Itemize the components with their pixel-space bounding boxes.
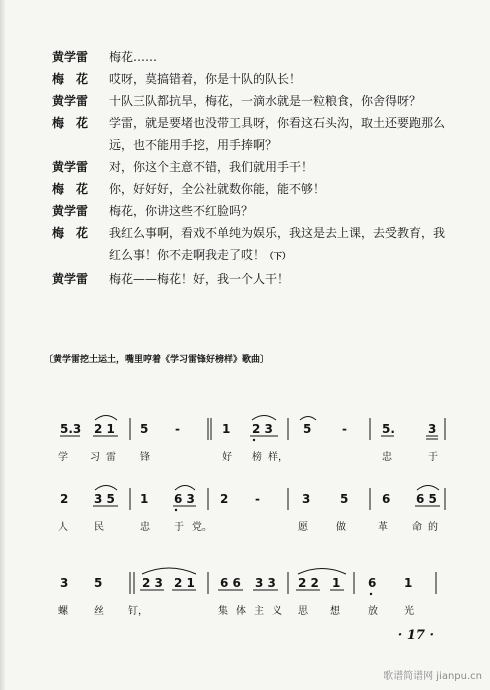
- speaker-name: 黄学雷: [52, 160, 89, 174]
- lyric: 好: [222, 452, 232, 463]
- speech-text: 十队三队都抗旱，梅花，一滴水就是一粒粮食，你舍得呀？: [109, 94, 422, 108]
- speech-text: 我红么事啊，看戏不单纯为娱乐，我这是去上课，去受教育，我红么事！你不走啊我走了哎！: [109, 226, 446, 262]
- speech-text: 对，你这个主意不错，我们就用手干！: [109, 160, 314, 174]
- lyric: 命: [412, 522, 422, 533]
- octave-dot: [253, 439, 255, 441]
- lyric: 锋: [140, 452, 150, 463]
- slur: [300, 417, 316, 421]
- lyric: 忠: [382, 452, 392, 463]
- slur: [175, 486, 195, 491]
- lyric: 体: [236, 606, 246, 617]
- note: 5: [140, 422, 149, 436]
- note: 2 3: [252, 422, 273, 436]
- lyric: 思: [298, 606, 308, 617]
- lyric: 党。: [192, 522, 212, 533]
- note: 2: [60, 492, 69, 506]
- speech-text: 哎呀，莫搞错着，你是十队的队长！: [109, 72, 302, 86]
- lyric: 学: [58, 452, 68, 463]
- lyric: 义: [272, 606, 282, 617]
- octave-dot: [175, 509, 177, 511]
- lyric: 样，: [268, 452, 288, 463]
- lyric: 愿: [298, 522, 308, 533]
- octave-dot: [370, 593, 372, 595]
- lyric: 丝: [94, 606, 104, 617]
- speaker-name: 黄学雷: [52, 204, 89, 218]
- note: 5: [303, 422, 312, 436]
- note: 2 3: [142, 576, 163, 590]
- lyric: 光: [404, 606, 414, 617]
- speaker-name: 梅 花: [52, 116, 89, 130]
- note: 2 2: [298, 576, 319, 590]
- speech-text: 你，好好好，全公社就数你能，能不够！: [109, 182, 326, 196]
- note: 1: [404, 576, 413, 590]
- speaker-name: 梅 花: [52, 182, 89, 196]
- lyric: 集: [218, 606, 228, 617]
- lyric: 民: [94, 522, 104, 533]
- lyric: 做: [336, 522, 346, 533]
- speech-text: 梅花……: [109, 50, 158, 64]
- note: 3 3: [255, 576, 276, 590]
- slur: [417, 486, 439, 491]
- note: -: [342, 422, 347, 436]
- page-number: · 17 ·: [397, 628, 434, 643]
- lyric: 人: [58, 522, 68, 533]
- note: 6 6: [220, 576, 241, 590]
- lyric: 革: [378, 522, 388, 533]
- note: 5: [340, 492, 349, 506]
- note: 1: [222, 422, 231, 436]
- note: 1: [140, 492, 149, 506]
- slur: [252, 416, 276, 421]
- speech-text: 梅花，你讲这些不红脸吗？: [109, 204, 254, 218]
- watermark-text: 歌谱简谱网 jianpu.cn: [383, 671, 482, 682]
- note: 5.3: [60, 422, 82, 436]
- lyric: 的: [428, 522, 438, 533]
- lyric: 螺: [58, 606, 68, 617]
- slur: [95, 416, 117, 421]
- note: 6: [368, 576, 377, 590]
- lyric: 主: [254, 606, 264, 617]
- speaker-name: 黄学雷: [52, 94, 89, 108]
- note: 3: [302, 492, 311, 506]
- note: 6 5: [416, 492, 437, 506]
- note: 2: [220, 492, 229, 506]
- speaker-name: 梅 花: [52, 226, 89, 240]
- lyric: 忠: [140, 522, 150, 533]
- stage-direction: （下）: [265, 252, 291, 262]
- speaker-name: 梅 花: [52, 72, 89, 86]
- speech-text: 梅花——梅花！好，我一个人干！: [109, 272, 290, 286]
- lyric: 钉，: [128, 606, 148, 617]
- note: 2 1: [174, 576, 195, 590]
- lyric: 于: [174, 522, 184, 533]
- note: 1: [332, 576, 341, 590]
- note: -: [175, 422, 180, 436]
- speech-text: 学雷，就是要堵也没带工具呀，你看这石头沟，取土还要跑那么远，也不能用手挖，用手捧啊？: [109, 116, 446, 152]
- note: 2 1: [94, 422, 115, 436]
- lyric: 习: [90, 452, 100, 463]
- song-stage-direction: 〔黄学雷挖土运土，嘴里哼着《学习雷锋好榜样》歌曲〕: [44, 355, 270, 365]
- note: 5.: [382, 422, 395, 436]
- speaker-name: 黄学雷: [52, 50, 89, 64]
- lyric: 于: [428, 452, 438, 463]
- slur: [142, 568, 196, 574]
- note: 5: [94, 576, 103, 590]
- speaker-name: 黄学雷: [52, 272, 89, 286]
- lyric: 榜: [252, 452, 262, 463]
- lyric: 放: [368, 606, 378, 617]
- slur: [298, 569, 346, 575]
- note: 3: [60, 576, 69, 590]
- slur: [95, 486, 117, 491]
- note: 6: [382, 492, 391, 506]
- lyric: 想: [330, 606, 340, 617]
- note: 6 3: [174, 492, 195, 506]
- note: 3 5: [94, 492, 115, 506]
- note: 3: [428, 422, 437, 436]
- lyric: 雷: [106, 452, 116, 463]
- note: -: [255, 492, 260, 506]
